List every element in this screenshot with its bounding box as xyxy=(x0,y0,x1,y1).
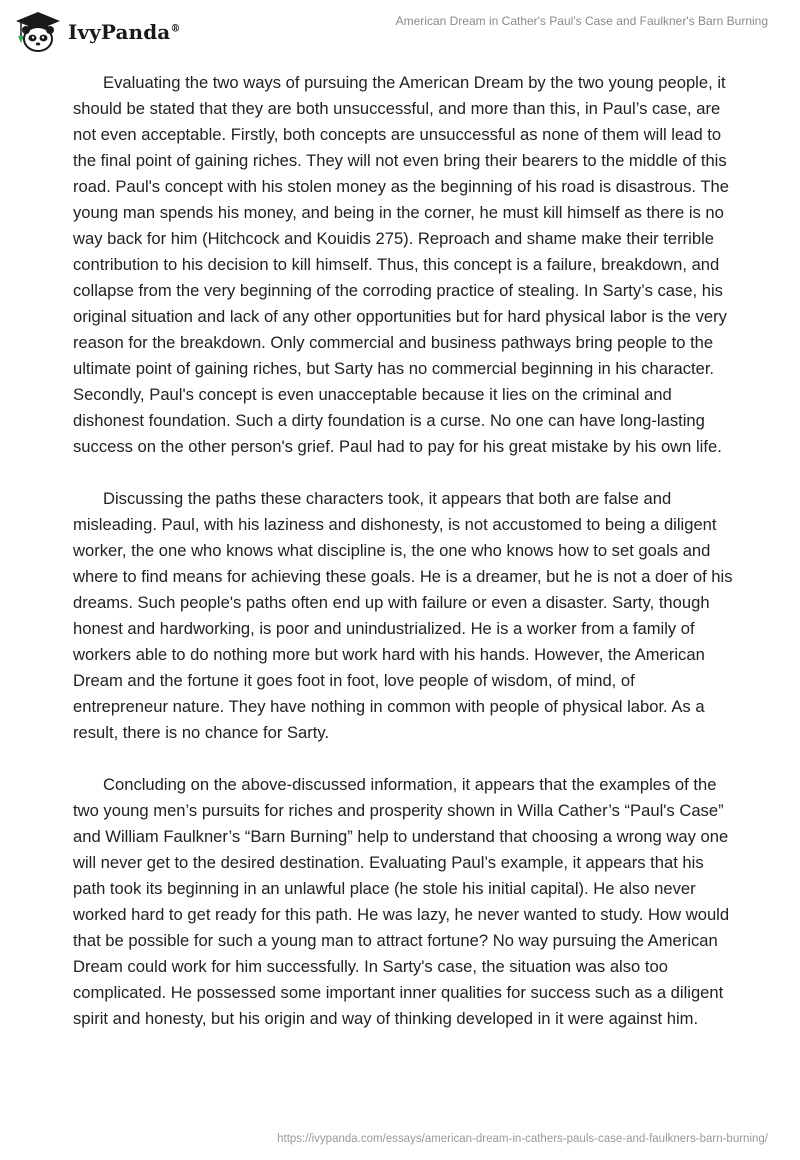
source-url-link[interactable]: https://ivypanda.com/essays/american-dream-in-cathers-pauls-case-and-faulkners-barn-burning/ xyxy=(277,1133,768,1145)
registered-mark: ® xyxy=(170,23,181,35)
page-header xyxy=(0,0,800,60)
logo-wordmark xyxy=(68,20,180,44)
paragraph: Concluding on the above-discussed information, it appears that the examples of the two young men’s pursuits for riches and prosperity shown in Willa Cather’s “Paul's Case” and William Faulkner’s “Barn Burning” help to understand that choosing a wrong way one will never get to the desired destination. Evaluating Paul’s example, it appears that his path took its beginning in an unlawful place (he stole his initial capital). He also never worked hard to get ready for this path. He was lazy, he never wanted to study. How would that be possible for such a young man to attract fortune? No way pursuing the American Dream could work for him successfully. In Sarty's case, the situation was also too complicated. He possessed some important inner qualities for success such as a diligent spirit and honesty, but his origin and way of thinking developed in it were against him. xyxy=(73,775,730,1028)
essay-body xyxy=(73,70,733,1058)
ivypanda-logo[interactable] xyxy=(14,8,180,56)
brand-name: IvyPanda xyxy=(68,20,171,44)
paragraph: Discussing the paths these characters took, it appears that both are false and misleading. Paul, with his laziness and dishonesty, is not accustomed to being a diligent worker, the one who knows what discipline is, the one who knows how to set goals and where to find means for achieving these goals. He is a dreamer, but he is not a doer of his dreams. Such people's paths often end up with failure or even a disaster. Sarty, though honest and hardworking, is poor and unindustrialized. He is a worker from a family of workers able to do nothing more but work hard with his hands. However, the American Dream and the fortune it goes foot in foot, love people of wisdom, of mind, of entrepreneur nature. They have nothing in common with people of physical labor. As a result, there is no chance for Sarty. xyxy=(73,489,733,742)
panda-graduation-cap-icon xyxy=(14,10,62,54)
paragraph: Evaluating the two ways of pursuing the American Dream by the two young people, it should be stated that they are both unsuccessful, and more than this, in Paul’s case, are not even acceptable. Firstly, both concepts are unsuccessful as none of them will lead to the final point of gaining riches. They will not even bring their bearers to the middle of this road. Paul's concept with his stolen money as the beginning of his road is disastrous. The young man spends his money, and being in the corner, he must kill himself as there is no way back for him (Hitchcock and Kouidis 275). Reproach and shame make their terrible contribution to his decision to kill himself. Thus, this concept is a failure, breakdown, and collapse from the very beginning of the corroding practice of stealing. In Sarty’s case, his original situation and lack of any other opportunities but for hard physical labor is the very reason for the breakdown. Only commercial and business pathways bring people to the ultimate point of gaining riches, but Sarty has no commercial beginning in his character. Secondly, Paul's concept is even unacceptable because it lies on the criminal and dishonest foundation. Such a dirty foundation is a curse. No one can have long-lasting success on the other person's grief. Paul had to pay for his great mistake by his own life. xyxy=(73,73,729,456)
document-title: American Dream in Cather's Paul's Case and Faulkner's Barn Burning xyxy=(395,14,768,28)
